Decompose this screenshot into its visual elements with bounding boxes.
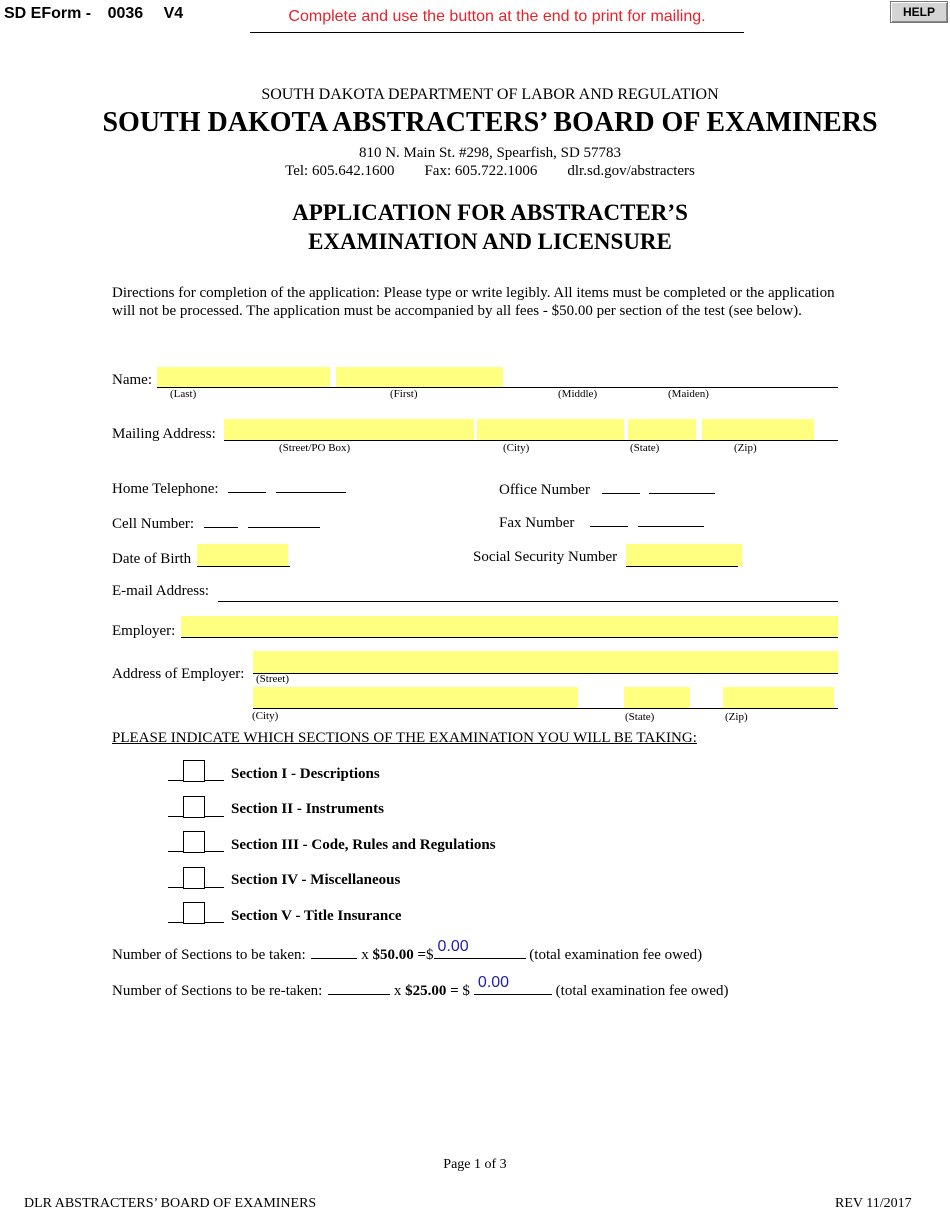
agency-tel: Tel: 605.642.1600 xyxy=(285,163,395,179)
fax-number-input[interactable] xyxy=(638,514,704,527)
sections-heading: PLEASE INDICATE WHICH SECTIONS OF THE EXAMINATION YOU WILL BE TAKING: xyxy=(112,730,697,746)
mail-city-field[interactable] xyxy=(477,419,624,440)
mailing-address-label: Mailing Address: xyxy=(112,426,216,442)
section-1-label: Section I - Descriptions xyxy=(231,766,380,782)
emp-state-caption: (State) xyxy=(625,711,655,723)
header-divider xyxy=(250,32,744,33)
agency-fax: Fax: 605.722.1006 xyxy=(424,163,538,179)
section-4-label: Section IV - Miscellaneous xyxy=(231,872,401,888)
footer-org: DLR ABSTRACTERS’ BOARD OF EXAMINERS xyxy=(24,1196,317,1211)
mail-zip-caption: (Zip) xyxy=(734,442,757,454)
sections-taken-input[interactable] xyxy=(311,946,357,959)
email-input[interactable] xyxy=(218,601,838,602)
section-5-checkbox[interactable] xyxy=(183,902,205,924)
help-button[interactable]: HELP xyxy=(890,1,948,23)
print-instruction: Complete and use the button at the end to print for mailing. xyxy=(288,8,706,25)
section-3-checkbox[interactable] xyxy=(183,831,205,853)
emp-street-underline xyxy=(253,673,838,674)
directions: Directions for completion of the application: Please type or write legibly. All items must be completed or the application will not be processed. The application must be accompanied by all fees - $50.00 per section of the test (see below). xyxy=(112,285,835,319)
mail-zip-field[interactable] xyxy=(702,419,814,440)
retaken-total-value: 0.00 xyxy=(477,974,510,991)
taken-total-field xyxy=(434,938,526,959)
employer-address-label: Address of Employer: xyxy=(112,666,245,682)
employer-field[interactable] xyxy=(181,616,838,637)
emp-street-field[interactable] xyxy=(253,651,838,673)
cell-number-input[interactable] xyxy=(248,515,320,528)
ssn-underline xyxy=(626,566,738,567)
agency-web: dlr.sd.gov/abstracters xyxy=(567,163,695,179)
dob-underline xyxy=(197,566,290,567)
form-id: SD EForm - 0036 V4 xyxy=(4,5,184,22)
mailing-underline xyxy=(224,440,838,441)
form-title-line1: APPLICATION FOR ABSTRACTER’S xyxy=(292,200,688,225)
mail-street-caption: (Street/PO Box) xyxy=(279,442,351,454)
emp-zip-field[interactable] xyxy=(723,687,834,708)
name-maiden-caption: (Maiden) xyxy=(668,388,709,400)
ssn-label: Social Security Number xyxy=(473,549,618,565)
mail-street-field[interactable] xyxy=(224,419,474,440)
form-number: 0036 xyxy=(107,5,144,22)
retaken-rate-amount: $25.00 = xyxy=(405,983,459,999)
emp-city-caption: (City) xyxy=(252,710,279,722)
cell-area-input[interactable] xyxy=(204,515,238,528)
fee-taken-row: Number of Sections to be taken: x $50.00 =$ 0.00 (total examination fee owed) xyxy=(112,938,703,963)
section-5-label: Section V - Title Insurance xyxy=(231,908,402,924)
employer-underline xyxy=(181,637,838,638)
fax-area-input[interactable] xyxy=(590,514,628,527)
home-phone-area-input[interactable] xyxy=(228,480,266,493)
name-middle-caption: (Middle) xyxy=(558,388,598,400)
agency-address: 810 N. Main St. #298, Spearfish, SD 57783 xyxy=(358,145,622,161)
emp-city-field[interactable] xyxy=(253,687,578,708)
emp-street-caption: (Street) xyxy=(256,673,289,685)
section-2-checkbox[interactable] xyxy=(183,796,205,818)
cell-number-label: Cell Number: xyxy=(112,515,320,533)
department-name: SOUTH DAKOTA DEPARTMENT OF LABOR AND REGULATION xyxy=(261,86,719,103)
dob-label: Date of Birth xyxy=(112,551,192,567)
name-underline xyxy=(157,387,838,388)
taken-total-value: 0.00 xyxy=(437,938,469,955)
emp-zip-caption: (Zip) xyxy=(725,711,748,723)
section-4-checkbox[interactable] xyxy=(183,867,205,889)
name-first-caption: (First) xyxy=(390,388,418,400)
section-1-checkbox[interactable] xyxy=(183,760,205,782)
section-3-label: Section III - Code, Rules and Regulations xyxy=(231,837,496,853)
section-2-label: Section II - Instruments xyxy=(231,801,384,817)
board-name: SOUTH DAKOTA ABSTRACTERS’ BOARD OF EXAMINERS xyxy=(102,107,878,138)
office-number-label: Office Number xyxy=(499,481,715,499)
office-area-input[interactable] xyxy=(602,481,640,494)
form-version: V4 xyxy=(163,5,184,22)
taken-rate-amount: $50.00 = xyxy=(372,947,427,963)
fee-retaken-row: Number of Sections to be re-taken: x $25.00 = $ 0.00 (total examination fee owed) xyxy=(112,974,729,999)
name-label: Name: xyxy=(112,372,152,388)
home-telephone-label: Home Telephone: xyxy=(112,480,346,498)
office-number-input[interactable] xyxy=(649,481,715,494)
mail-state-caption: (State) xyxy=(630,442,660,454)
emp-city-underline xyxy=(253,708,838,709)
employer-label: Employer: xyxy=(112,623,176,639)
fax-number-label: Fax Number xyxy=(499,514,704,532)
home-phone-number-input[interactable] xyxy=(276,480,346,493)
form-title-line2: EXAMINATION AND LICENSURE xyxy=(308,229,672,254)
name-first-field[interactable] xyxy=(336,367,503,387)
emp-state-field[interactable] xyxy=(624,687,690,708)
ssn-field[interactable] xyxy=(626,544,742,566)
retaken-total-field xyxy=(474,974,552,995)
agency-contact xyxy=(0,163,950,180)
mail-city-caption: (City) xyxy=(503,442,530,454)
name-last-caption: (Last) xyxy=(170,388,197,400)
email-label: E-mail Address: xyxy=(112,583,210,599)
name-last-field[interactable] xyxy=(157,367,330,387)
sections-retaken-input[interactable] xyxy=(328,982,390,995)
revision-date: REV 11/2017 xyxy=(835,1196,912,1211)
page-number: Page 1 of 3 xyxy=(443,1157,507,1172)
mail-state-field[interactable] xyxy=(628,419,696,440)
dob-field[interactable] xyxy=(197,544,288,566)
